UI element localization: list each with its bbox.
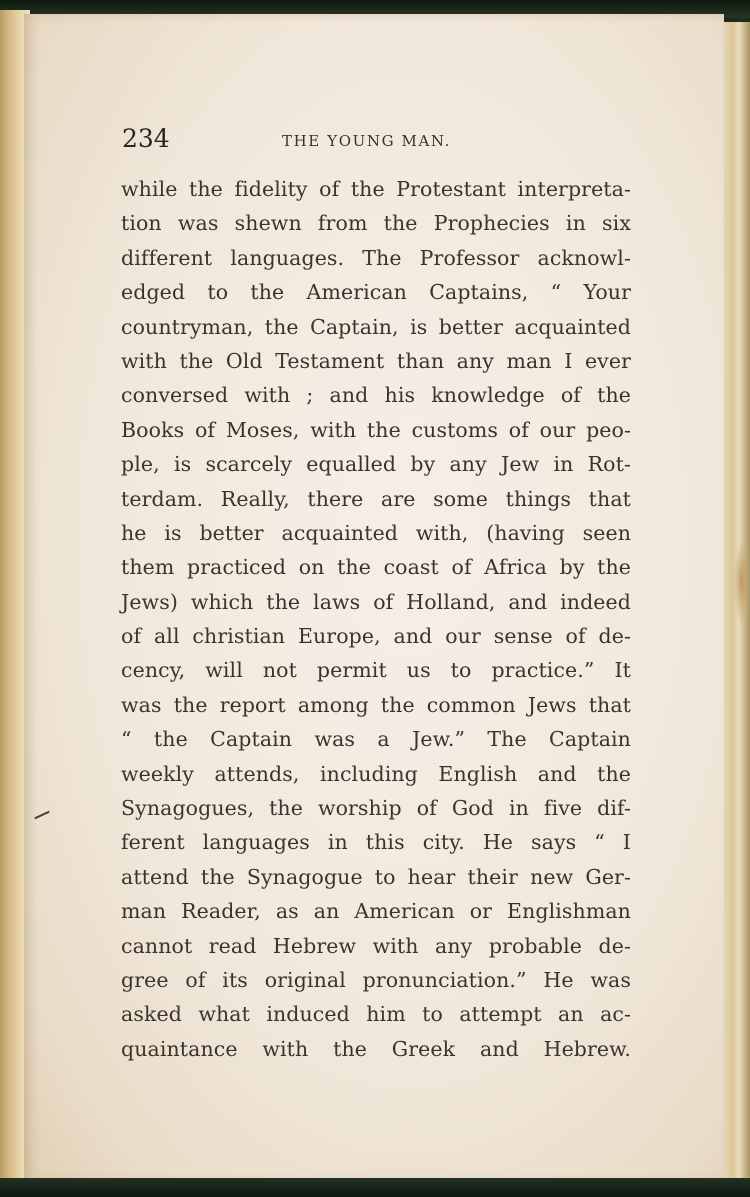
text-line: while the fidelity of the Protestant interpreta- <box>121 177 631 201</box>
text-line: Jews) which the laws of Holland, and indeed <box>121 589 631 614</box>
text-line: cannot read Hebrew with any probable de- <box>121 933 631 958</box>
text-line: gree of its original pronunciation.” He was <box>121 967 631 992</box>
text-line: was the report among the common Jews that <box>121 692 631 717</box>
text-line: ferent languages in this city. He says “ I <box>121 830 631 855</box>
text-line: asked what induced him to attempt an ac- <box>121 1002 631 1027</box>
text-line: ple, is scarcely equalled by any Jew in Rot- <box>121 452 631 477</box>
text-line: weekly attends, including English and the <box>121 761 631 786</box>
book-cover-bottom <box>0 1178 750 1197</box>
text-line: “ the Captain was a Jew.” The Captain <box>121 727 631 752</box>
page-stain <box>734 542 748 622</box>
text-line: different languages. The Professor acknowl- <box>121 245 631 270</box>
text-line: countryman, the Captain, is better acquainted <box>121 314 631 339</box>
text-line: quaintance with the Greek and Hebrew. <box>121 1036 631 1061</box>
text-line: man Reader, as an American or Englishman <box>121 899 631 924</box>
text-line: tion was shewn from the Prophecies in six <box>121 211 631 236</box>
text-line: terdam. Really, there are some things that <box>121 486 631 511</box>
text-line: attend the Synagogue to hear their new Ger- <box>121 864 631 889</box>
text-line: Synagogues, the worship of God in five dif- <box>121 796 631 821</box>
text-line: cency, will not permit us to practice.” It <box>121 658 631 683</box>
page-number: 234 <box>122 124 170 153</box>
text-line: conversed with ; and his knowledge of the <box>121 383 631 408</box>
text-line: edged to the American Captains, “ Your <box>121 280 631 305</box>
text-line: of all christian Europe, and our sense of de- <box>121 624 631 649</box>
text-line: he is better acquainted with, (having seen <box>121 520 631 545</box>
text-line: Books of Moses, with the customs of our peo- <box>121 417 631 442</box>
running-head: THE YOUNG MAN. <box>282 132 452 150</box>
text-line: with the Old Testament than any man I ever <box>121 348 631 373</box>
margin-mark <box>34 811 49 820</box>
book-page <box>24 14 724 1182</box>
text-line: them practiced on the coast of Africa by the <box>121 555 631 580</box>
page-header <box>24 122 724 156</box>
body-text <box>121 172 631 1066</box>
